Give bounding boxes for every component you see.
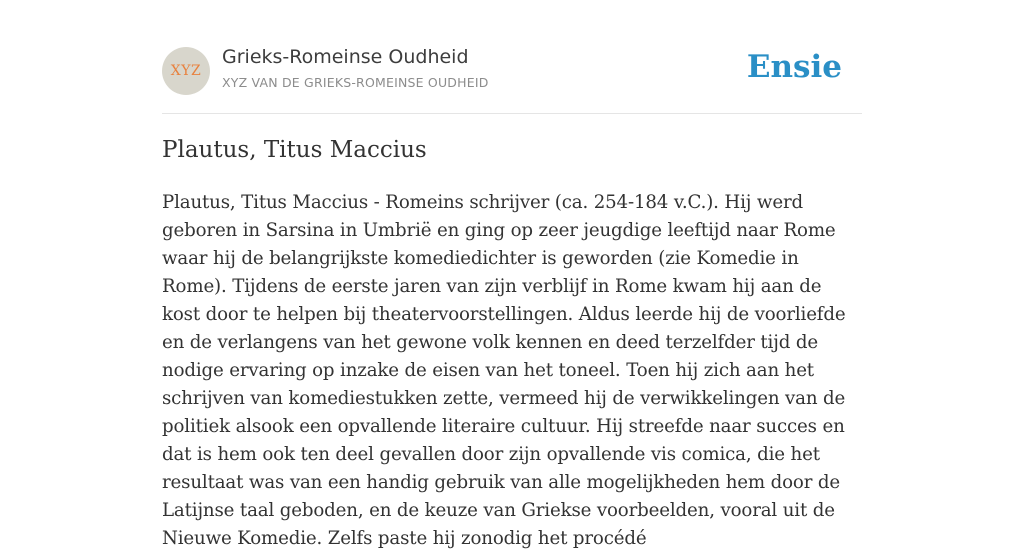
source-header (162, 0, 862, 114)
page (162, 0, 862, 549)
article-body: Plautus, Titus Maccius - Romeins schrijver (ca. 254-184 v.C.). Hij werd geboren in Sarsina in Umbrië en ging op zeer jeugdige leeftijd naar Rome waar hij de belangrijkste komediedichter is geworden (zie Komedie in Rome). Tijdens de eerste jaren van zijn verblijf in Rome kwam hij aan de kost door te helpen bij theatervoorstellingen. Aldus leerde hij de voorliefde en de verlangens van het gewone volk kennen en deed terzelfder tijd de nodige ervaring op inzake de eisen van het toneel. Toen hij zich aan het schrijven van komediestukken zette, vermeed hij de verwikkelingen van de politiek alsook een opvallende literaire cultuur. Hij streefde naar succes en dat is hem ook ten deel gevallen door zijn opvallende vis comica, die het resultaat was van een handig gebruik van alle mogelijkheden hem door de Latijnse taal geboden, en de keuze van Griekse voorbeelden, vooral uit de Nieuwe Komedie. Zelfs paste hij zonodig het procédé (162, 192, 846, 549)
avatar-text: XYZ (170, 63, 202, 79)
ensie-logo-link[interactable]: Ensie (746, 49, 842, 85)
source-subtitle: XYZ VAN DE GRIEKS-ROMEINSE OUDHEID (222, 75, 489, 90)
article-title: Plautus, Titus Maccius (162, 137, 427, 163)
source-avatar[interactable] (162, 47, 210, 95)
source-title-link[interactable]: Grieks-Romeinse Oudheid (222, 46, 469, 68)
